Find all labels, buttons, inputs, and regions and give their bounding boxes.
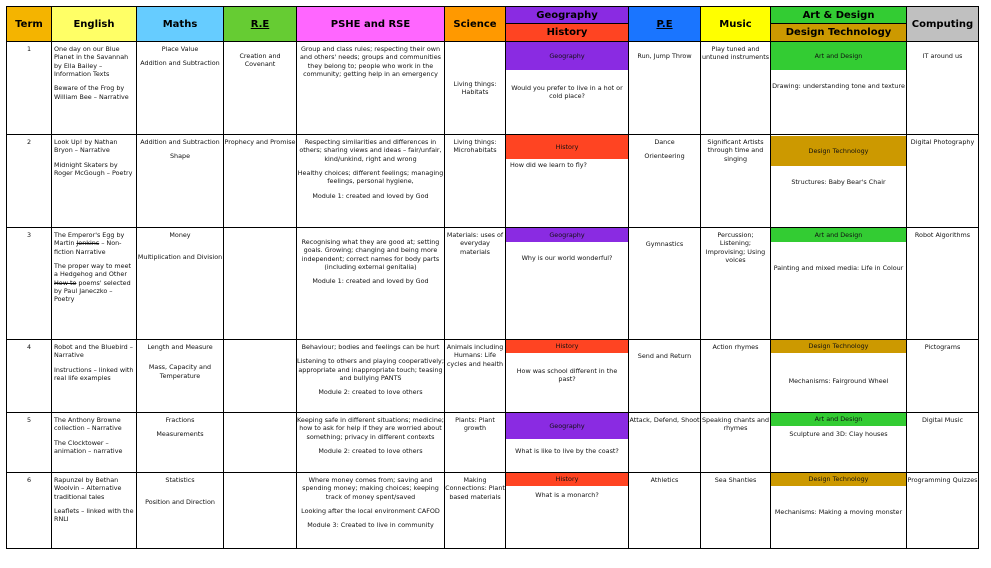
english-cell (52, 42, 137, 135)
science-cell: Animals including Humans: Life cycles and health (445, 340, 506, 413)
geography-question: Would you prefer to live in a hot or cold place? (511, 84, 623, 101)
english-text-1: The Anthony Browne collection – Narrative (54, 416, 122, 433)
pshe-cell (297, 228, 445, 340)
pshe-text-1: Keeping safe in different situations; medicine; how to ask for help if they are worried about something; privacy in different contexts (297, 416, 444, 441)
header-row (7, 7, 979, 24)
re-cell (224, 473, 297, 549)
pe-cell: Run, Jump Throw (629, 42, 701, 135)
header-art: Art & Design (771, 7, 907, 24)
science-cell: Making Connections: Plant based materials (445, 473, 506, 549)
science-cell: Plants: Plant growth (445, 413, 506, 473)
geography-label: Geography (506, 228, 628, 242)
english-text-1b: – Non-fiction Narrative (54, 239, 122, 256)
pshe-cell (297, 413, 445, 473)
header-re: R.E (224, 7, 297, 42)
english-text-2a: The proper way to meet a Hedgehog and Other (54, 261, 132, 279)
geohist-cell (506, 135, 629, 228)
artdt-cell (771, 42, 907, 135)
science-cell: Materials: uses of everyday materials (445, 228, 506, 340)
music-cell: Action rhymes (701, 340, 771, 413)
header-computing: Computing (907, 7, 979, 42)
header-history: History (506, 24, 629, 42)
pshe-cell (297, 135, 445, 228)
header-pe: P.E (629, 7, 701, 42)
re-cell: Creation and Covenant (224, 42, 297, 135)
history-label: History (506, 135, 628, 159)
english-strike-1: Jenkins (76, 239, 100, 248)
table-row-term-5 (7, 413, 979, 473)
term-number: 2 (7, 135, 52, 228)
pshe-text-1: Recognising what they are good at; setting goals. Growing; changing and being more independent; correct names for body parts (including external genitalia) (301, 238, 440, 271)
science-cell: Living things: Microhabitats (445, 135, 506, 228)
english-cell (52, 413, 137, 473)
pe-text-2: Orienteering (644, 152, 685, 161)
pe-cell: Athletics (629, 473, 701, 549)
pshe-text-1: Behaviour; bodies and feelings can be hurt (301, 343, 440, 351)
pshe-text-3: Module 2: created to love others (318, 388, 423, 397)
english-text-1 (54, 231, 134, 256)
maths-cell (137, 135, 224, 228)
dt-topic: Structures: Baby Bear's Chair (791, 178, 886, 186)
maths-cell (137, 473, 224, 549)
english-text-2: Beware of the Frog by William Bee – Narrative (54, 84, 129, 101)
english-text-1: Robot and the Bluebird – Narrative (54, 343, 133, 360)
computing-cell: Digital Music (907, 413, 979, 473)
header-science: Science (445, 7, 506, 42)
geography-label: Geography (506, 42, 628, 70)
header-geography: Geography (506, 7, 629, 24)
pshe-text-1: Where money comes from; saving and spending money; making choices; keeping track of money spent/saved (302, 476, 439, 501)
computing-cell: Robot Algorithms (907, 228, 979, 340)
geohist-cell (506, 413, 629, 473)
english-text-1: Look Up! by Nathan Bryon – Narrative (54, 138, 118, 155)
history-question: How did we learn to fly? (510, 161, 587, 169)
art-topic: Sculpture and 3D: Clay houses (789, 430, 888, 438)
pshe-text-1: Respecting similarities and differences in others; sharing views and ideas – fair/unfair, kind/unkind, right and wrong (299, 138, 442, 163)
dt-topic: Mechanisms: Making a moving monster (774, 508, 903, 516)
pshe-text-1: Group and class rules; respecting their own and others' needs; groups and communities they belong to; people who work in the community; getting help in an emergency (300, 45, 441, 78)
table-row-term-3 (7, 228, 979, 340)
pshe-cell (297, 473, 445, 549)
maths-text-1: Addition and Subtraction (140, 138, 220, 146)
header-maths: Maths (137, 7, 224, 42)
pshe-text-3: Module 1: created and loved by God (312, 191, 429, 200)
history-label: History (506, 340, 628, 353)
art-label: Art and Design (771, 42, 906, 70)
english-cell (52, 228, 137, 340)
geography-label: Geography (506, 413, 628, 439)
term-number: 4 (7, 340, 52, 413)
re-cell (224, 228, 297, 340)
music-cell: Percussion; Listening; Improvising; Using voices (701, 228, 771, 340)
table-row-term-4 (7, 340, 979, 413)
maths-text-2: Addition and Subtraction (140, 59, 220, 68)
geohist-cell (506, 228, 629, 340)
pshe-text-2: Listening to others and playing cooperatively; appropriate and inappropriate touch; teasing and bullying PANTS (297, 357, 444, 382)
english-cell (52, 135, 137, 228)
artdt-cell (771, 340, 907, 413)
science-cell: Living things: Habitats (445, 42, 506, 135)
pshe-text-2: Module 1: created and loved by God (312, 277, 429, 286)
maths-text-2: Measurements (156, 430, 204, 439)
music-cell: Play tuned and untuned instruments (701, 42, 771, 135)
maths-cell (137, 228, 224, 340)
curriculum-table (6, 6, 979, 549)
artdt-cell (771, 228, 907, 340)
history-label: History (506, 473, 628, 486)
table-row-term-6 (7, 473, 979, 549)
history-question: What is a monarch? (535, 491, 599, 499)
music-cell: Speaking chants and rhymes (701, 413, 771, 473)
maths-cell (137, 413, 224, 473)
re-cell: Prophecy and Promise (224, 135, 297, 228)
curriculum-table-wrapper (6, 6, 979, 549)
geography-question: Why is our world wonderful? (521, 254, 613, 262)
maths-text-1: Money (169, 231, 191, 239)
table-row-term-1 (7, 42, 979, 135)
maths-text-1: Place Value (161, 45, 199, 53)
artdt-cell (771, 135, 907, 228)
maths-cell (137, 42, 224, 135)
art-label: Art and Design (771, 228, 906, 242)
pe-text-1: Dance (654, 138, 675, 146)
header-pshe: PSHE and RSE (297, 7, 445, 42)
music-cell: Significant Artists through time and singing (701, 135, 771, 228)
english-text-2 (54, 262, 134, 304)
maths-text-2: Mass, Capacity and Temperature (148, 363, 212, 380)
pshe-text-2: Looking after the local environment CAFOD (301, 506, 440, 515)
dt-label: Design Technology (771, 340, 906, 353)
dt-topic: Mechanisms: Fairground Wheel (788, 377, 889, 385)
term-number: 3 (7, 228, 52, 340)
maths-text-2: Shape (169, 152, 190, 161)
english-text-2: Leaflets – linked with the RNLI (54, 506, 134, 524)
english-text-2: Instructions – linked with real life examples (54, 365, 134, 382)
re-cell (224, 340, 297, 413)
computing-cell: Programming Quizzes (907, 473, 979, 549)
pshe-text-2: Module 2: created to love others (318, 446, 423, 455)
computing-cell: IT around us (907, 42, 979, 135)
header-term: Term (7, 7, 52, 42)
term-number: 1 (7, 42, 52, 135)
pe-cell: Gymnastics (629, 228, 701, 340)
history-question: How was school different in the past? (516, 367, 618, 384)
maths-text-1: Fractions (165, 416, 195, 424)
header-english: English (52, 7, 137, 42)
english-strike-2: How to (54, 278, 77, 287)
english-text-2: The Clocktower – animation – narrative (54, 438, 123, 455)
pe-cell: Attack, Defend, Shoot (629, 413, 701, 473)
music-cell: Sea Shanties (701, 473, 771, 549)
english-text-2: Midnight Skaters by Roger McGough – Poetry (54, 160, 133, 177)
pshe-cell (297, 340, 445, 413)
english-cell (52, 473, 137, 549)
maths-text-2: Multiplication and Division (137, 253, 223, 262)
maths-cell (137, 340, 224, 413)
english-text-1a: The Emperor's Egg by Martin (54, 231, 125, 248)
header-dt: Design Technology (771, 24, 907, 42)
re-cell (224, 413, 297, 473)
geohist-cell (506, 340, 629, 413)
geohist-cell (506, 42, 629, 135)
maths-text-1: Length and Measure (147, 343, 213, 351)
table-row-term-2 (7, 135, 979, 228)
geohist-cell (506, 473, 629, 549)
art-topic: Painting and mixed media: Life in Colour (773, 264, 904, 272)
header-music: Music (701, 7, 771, 42)
pe-cell: Send and Return (629, 340, 701, 413)
maths-text-1: Statistics (165, 476, 195, 484)
geography-question: What is like to live by the coast? (515, 447, 619, 455)
pshe-text-3: Module 3: Created to live in community (307, 521, 434, 530)
computing-cell: Digital Photography (907, 135, 979, 228)
term-number: 6 (7, 473, 52, 549)
artdt-cell (771, 473, 907, 549)
maths-text-2: Position and Direction (145, 498, 215, 507)
english-text-1: Rapunzel by Bethan Woolvin – Alternative traditional tales (54, 476, 122, 501)
artdt-cell (771, 413, 907, 473)
term-number: 5 (7, 413, 52, 473)
computing-cell: Pictograms (907, 340, 979, 413)
english-text-1: One day on our Blue Planet in the Savannah by Ella Bailey – Information Texts (54, 45, 129, 78)
pe-cell (629, 135, 701, 228)
english-text-2b: poems' selected by Paul Janeczko – Poetry (54, 278, 131, 304)
art-topic: Drawing: understanding tone and texture (772, 82, 905, 90)
dt-label: Design Technology (771, 136, 906, 166)
pshe-cell (297, 42, 445, 135)
pshe-text-2: Healthy choices; different feelings; managing feelings, personal hygiene, (297, 168, 444, 186)
dt-label: Design Technology (771, 473, 906, 486)
english-cell (52, 340, 137, 413)
art-label: Art and Design (771, 413, 906, 426)
